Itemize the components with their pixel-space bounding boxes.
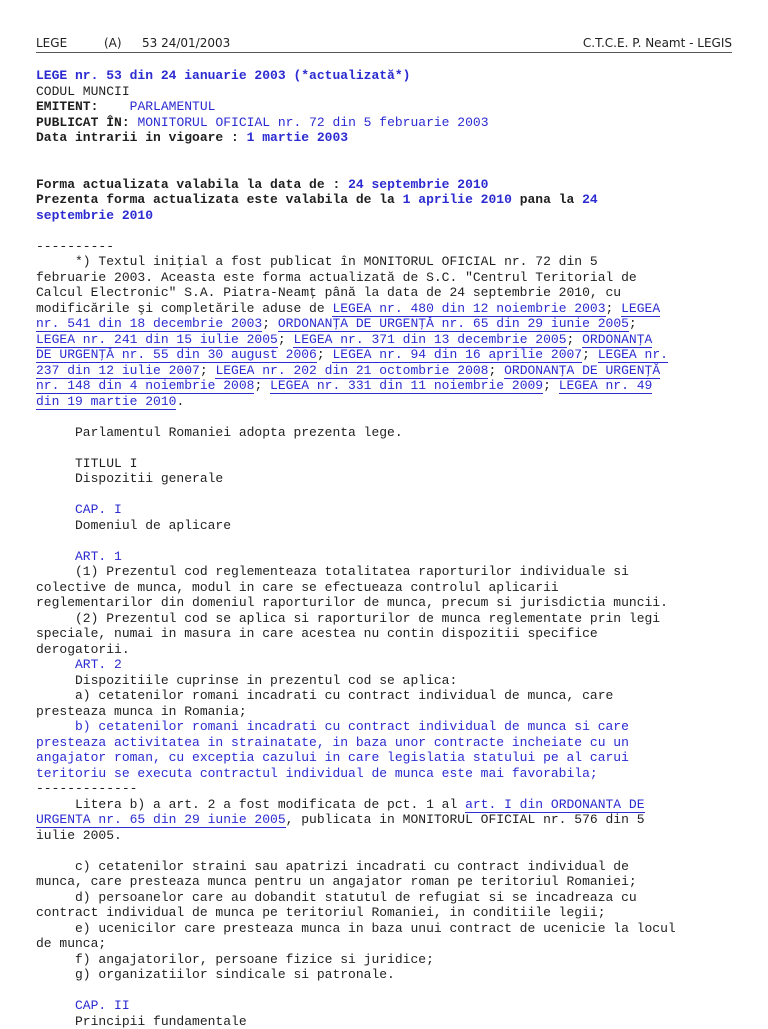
amendment-note: , publicata in MONITORUL OFICIAL nr. 576 din 5 — [286, 812, 645, 827]
law-link[interactable]: LEGEA nr. — [598, 347, 668, 363]
chapter-heading[interactable]: CAP. I — [36, 502, 736, 518]
article-text: reglementarilor din domeniul raporturilor de munca, precum si jurisdictia muncii. — [36, 595, 736, 611]
article-text: d) persoanelor care au dobandit statutul de refugiat si se incadreaza cu — [36, 890, 736, 906]
chapter-name: Domeniul de aplicare — [36, 518, 736, 534]
article-text: (2) Prezentul cod se aplica si raporturilor de munca reglementate prin legi — [36, 611, 736, 627]
amended-text: angajator roman, cu exceptia cazului in care legislatia statului pe al carui — [36, 750, 736, 766]
law-link[interactable]: LEGEA — [621, 301, 660, 317]
amendment-note: iulie 2005. — [36, 828, 736, 844]
article-text: c) cetatenilor straini sau apatrizi incadrati cu contract individual de — [36, 859, 736, 875]
law-link[interactable]: nr. 541 din 18 decembrie 2003 — [36, 316, 262, 332]
emitent-label: EMITENT: — [36, 99, 98, 114]
note-line: *) Textul iniţial a fost publicat în MONITORUL OFICIAL nr. 72 din 5 — [36, 254, 736, 270]
valabila-from: 1 aprilie 2010 — [403, 192, 512, 207]
separator: ---------- — [36, 239, 736, 255]
law-link[interactable]: LEGEA nr. 202 din 21 octombrie 2008 — [215, 363, 488, 379]
law-link[interactable]: LEGEA nr. 480 din 12 noiembrie 2003 — [332, 301, 605, 317]
article-heading[interactable]: ART. 1 — [36, 549, 736, 565]
article-text: derogatorii. — [36, 642, 736, 658]
law-link[interactable]: LEGEA nr. 241 din 15 iulie 2005 — [36, 332, 278, 348]
law-link[interactable]: LEGEA nr. 331 din 11 noiembrie 2009 — [270, 378, 543, 394]
article-text: presteaza munca in Romania; — [36, 704, 736, 720]
separator: ------------- — [36, 781, 736, 797]
article-text: de munca; — [36, 936, 736, 952]
note-line: Calcul Electronic" S.A. Piatra-Neamţ până la data de 24 septembrie 2010, cu — [36, 285, 736, 301]
article-text: e) ucenicilor care presteaza munca in baza unui contract de ucenicie la locul — [36, 921, 736, 937]
article-text: Dispozitiile cuprinse in prezentul cod se aplica: — [36, 673, 736, 689]
law-link[interactable]: DE URGENŢĂ nr. 55 din 30 august 2006 — [36, 347, 317, 363]
article-text: f) angajatorilor, persoane fizice si juridice; — [36, 952, 736, 968]
article-text: colective de munca, modul in care se efectueaza controlul aplicarii — [36, 580, 736, 596]
law-link[interactable]: ORDONANŢA — [582, 332, 652, 348]
law-link[interactable]: 237 din 12 iulie 2007 — [36, 363, 200, 379]
law-link[interactable]: ORDONANŢA DE URGENŢĂ nr. 65 din 29 iunie 2005 — [278, 316, 629, 332]
act-code: (A) — [104, 36, 142, 50]
note-line: modificările şi completările aduse de — [36, 301, 332, 316]
chapter-heading[interactable]: CAP. II — [36, 998, 736, 1014]
act-title: LEGE nr. 53 din 24 ianuarie 2003 (*actualizată*) — [36, 68, 736, 84]
publicat-value: MONITORUL OFICIAL nr. 72 din 5 februarie 2003 — [137, 115, 488, 130]
title-heading: TITLUL I — [36, 456, 736, 472]
act-number-date: 53 24/01/2003 — [142, 36, 230, 50]
vigoare-label: Data intrarii in vigoare : — [36, 130, 239, 145]
amendment-note: Litera b) a art. 2 a fost modificata de pct. 1 al — [36, 797, 465, 812]
article-text: contract individual de munca pe teritoriul Romaniei, in conditiile legii; — [36, 905, 736, 921]
forma-date: 24 septembrie 2010 — [348, 177, 488, 192]
amended-text: presteaza activitatea in strainatate, in baza unor contracte incheiate cu un — [36, 735, 736, 751]
law-link[interactable]: URGENTA nr. 65 din 29 iunie 2005 — [36, 812, 286, 828]
law-link[interactable]: art. I din ORDONANTA DE — [465, 797, 644, 813]
note-line: februarie 2003. Aceasta este forma actualizată de S.C. "Centrul Teritorial de — [36, 270, 736, 286]
forma-label: Forma actualizata valabila la data de : — [36, 177, 340, 192]
title-name: Dispozitii generale — [36, 471, 736, 487]
publicat-label: PUBLICAT ÎN: — [36, 115, 130, 130]
emitent-value: PARLAMENTUL — [130, 99, 216, 114]
article-text: munca, care presteaza munca pentru un angajator roman pe teritoriul Romaniei; — [36, 874, 736, 890]
adoption-statement: Parlamentul Romaniei adopta prezenta lege. — [36, 425, 736, 441]
law-link[interactable]: ORDONANŢA DE URGENŢĂ — [504, 363, 660, 379]
valabila-to-a: 24 — [582, 192, 598, 207]
act-subtitle: CODUL MUNCII — [36, 84, 736, 100]
article-text: a) cetatenilor romani incadrati cu contract individual de munca, care — [36, 688, 736, 704]
document-body: LEGE nr. 53 din 24 ianuarie 2003 (*actualizată*) CODUL MUNCII EMITENT: PARLAMENTUL PUBLICAT ÎN: MONITORUL OFICIAL nr. 72 din 5 februarie 2003 Data intrarii in vigoare : 1 martie 2003 Forma actualizata valabila la data de : 24 septembrie 2010 Prezenta forma actualizata este valabila de la 1 aprilie 2010 pana la 24 septembrie 2010 ---------- *) Textul iniţial a fost publicat în MONITORUL OFICIAL nr. 72 din 5 februarie 2003. Aceasta este forma actualizată de S.C. "Centrul Teritorial de Calcul Electronic" S.A. Piatra-Neamţ până la data de 24 septembrie 2010, cu modificările şi completările aduse de LEGEA nr. 480 din 12 noiembrie 2003; LEGEA nr. 541 din 18 decembrie 2003; ORDONANŢA DE URGENŢĂ nr. 65 din 29 iunie 2005; LEGEA nr. 241 din 15 iulie 2005; LEGEA nr. 371 din 13 decembrie 2005; ORDONANŢA DE URGENŢĂ nr. 55 din 30 august 2006; LEGEA nr. 94 din 16 aprilie 2007; LEGEA nr. 237 din 12 iulie 2007; LEGEA nr. 202 din 21 octombrie 2008; ORDONANŢA DE URGENŢĂ nr. 148 din 4 noiembrie 2008; LEGEA nr. 331 din 11 noiembrie 2009; LEGEA nr. 49 din 19 martie 2010. Parlamentul Romaniei adopta prezenta lege. TITLUL I Dispozitii generale CAP. I Domeniul de aplicare ART. 1 (1) Prezentul cod reglementeaza totalitatea raporturilor individuale si colective de munca, modul in care se efectueaza controlul aplicarii reglementarilor din domeniul raporturilor de munca, precum si jurisdictia muncii. (2) Prezentul cod se aplica si raporturilor de munca reglementate prin legi speciale, numai in masura in care acestea nu contin dispozitii specifice derogatorii. ART. 2 Dispozitiile cuprinse in prezentul cod se aplica: a) cetatenilor romani incadrati cu contract individual de munca, care presteaza munca in Romania; b) cetatenilor romani incadrati cu contract individual de munca si care presteaza activitatea in strainatate, in baza unor contracte incheiate cu un angajator roman, cu exceptia cazului in care legislatia statului pe al carui teritoriu se executa contractul individual de munca este mai favorabila; ------------- Litera b) a art. 2 a fost modificata de pct. 1 al art. I din ORDONANTA DE URGENTA nr. 65 din 29 iunie 2005, publicata in MONITORUL OFICIAL nr. 576 din 5 iulie 2005. c) cetatenilor straini sau apatrizi incadrati cu contract individual de munca, care presteaza munca pentru un angajator roman pe teritoriul Romaniei; d) persoanelor care au dobandit statutul de refugiat si se incadreaza cu contract individual de munca pe teritoriul Romaniei, in conditiile legii; e) ucenicilor care presteaza munca in baza unui contract de ucenicie la locul de munca; f) angajatorilor, persoane fizice si juridice; g) organizatiilor sindicale si patronale. CAP. II Principii fundamentale — [36, 68, 736, 1029]
law-link[interactable]: LEGEA nr. 371 din 13 decembrie 2005 — [293, 332, 566, 348]
valabila-to-b: septembrie 2010 — [36, 208, 736, 224]
article-text: g) organizatiilor sindicale si patronale. — [36, 967, 736, 983]
source-label: C.T.C.E. P. Neamt - LEGIS — [583, 36, 732, 50]
law-link[interactable]: LEGEA nr. 49 — [559, 378, 653, 394]
valabila-mid: pana la — [520, 192, 575, 207]
amended-text: b) cetatenilor romani incadrati cu contract individual de munca si care — [36, 719, 736, 735]
chapter-name: Principii fundamentale — [36, 1014, 736, 1029]
law-link[interactable]: LEGEA nr. 94 din 16 aprilie 2007 — [332, 347, 582, 363]
valabila-label: Prezenta forma actualizata este valabila de la — [36, 192, 395, 207]
article-text: speciale, numai in masura in care acestea nu contin dispozitii specifice — [36, 626, 736, 642]
act-type: LEGE — [36, 36, 104, 50]
law-link[interactable]: din 19 martie 2010 — [36, 394, 176, 410]
law-link[interactable]: nr. 148 din 4 noiembrie 2008 — [36, 378, 254, 394]
page-header — [36, 32, 732, 53]
article-text: (1) Prezentul cod reglementeaza totalitatea raporturilor individuale si — [36, 564, 736, 580]
article-heading[interactable]: ART. 2 — [36, 657, 736, 673]
amended-text: teritoriu se executa contractul individual de munca este mai favorabila; — [36, 766, 736, 782]
vigoare-value: 1 martie 2003 — [247, 130, 348, 145]
